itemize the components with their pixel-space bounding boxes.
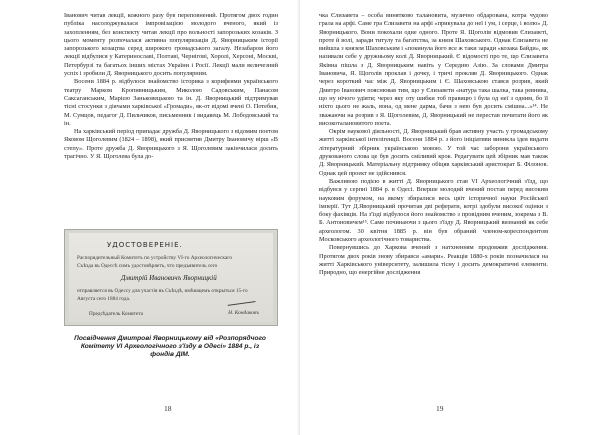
- certificate-line: отправляется въ Одессу для участія въ Съѣздѣ, имѣющемъ открыться 15-го: [77, 288, 248, 294]
- certificate-title: УДОСТОВЕРЕНІЕ.: [107, 241, 183, 249]
- certificate-signature: Н. Кондаковъ: [228, 310, 259, 316]
- paragraph: На харківський період припадає дружба Д. Яворницького з відомим поетом Яковом Щоголевим (1824 – 1898), який присвятив Дмитру Івановичу вірш «В степу». Проте дружба Д. Яворницького з Я. Щоголевим закінчилася досить трагічно. У Я. Щоголева була до-: [64, 128, 278, 161]
- paragraph: Восени 1884 р. відбулося знайомство історика з корифеями українського театру Марком Кропивницьким, Миколою Садовським, Панасом Саксаганським, Марією Заньковецькою та ін. Д. Яворницький підтримував тісні стосунки з діячами харківської «Громади», як-от відомі вчені О. Потебня, М. Сумцов, педагог Д. Пильчиков, письменник і видавець М. Лободовський та ін.: [64, 78, 278, 127]
- certificate-paper: [69, 233, 273, 322]
- certificate-line: Распорядительный Комитетъ по устройству VІ-го Археологическаго: [77, 255, 232, 261]
- certificate-footer: Предсѣдатель Комитета: [89, 311, 144, 317]
- certificate-line: Августа сего 1884 года.: [77, 296, 131, 302]
- paragraph: Окрім наукової діяльності, Д. Яворницький брав активну участь у громадському житті харківської інтелігенції. Восени 1884 р. з його ініціативи виникла ідея видати літературний збірник українською мовою. У той час заборони українського друкованого слова це був досить сміливий крок. Редагувати цей збірник мав також Д. Яворницький. Матеріальну підтримку обіцяв харківський аристократ Б. Філонов. Однак цей проект не здійснився.: [319, 128, 548, 177]
- signature-stroke: [226, 292, 255, 306]
- paragraph: чка Єлизавета – особа винятково талановита, музично обдарована, котра чудово грала на арфі. Саме гра Єлизавети на арфі «прикувала до неї і ум, і серце, і волю» Д. Яворницького. Вони покохали одне одного. Проте Я. Щоголів відмовив Єлизаветі, проте й волі, заради титулу та багатства, за князя Шаховського. Однак Єлизавета не вийшла з князем Шаховським і «покинула його все ж таки заради «козака Байди», як називали себе у дружньому колі Д. Яворницький. Є відомості про те, що Єлизавета Яківна пішла з Д. Яворницьким навіть у Середню Азію. За словами Дмитра Івановича, Я. Щоголів проклав і дочку, і тричі прокляв Д. Яворницького. Однак через короткий час між Д. Яворницьким і Є. Шаховською стався розрив, який Дмитро Іванович пояснював тим, що у Єлизавети «натура така шалка, така ревнива, що ну нічого удіяти; через яку оту шибки тоб правицю і була од неї з одним, бо її ніхто цього не жаль, вона, од мене дарма, бачи з нею був досить смішна...»¹⁴. Не зважаючи на розрив з Я. Щоголевим, Д. Яворницький не перестав почитати його як високоталановитого поета.: [319, 12, 548, 127]
- certificate-handwritten-name: Дмитрій Ивановичъ Яворницкій: [121, 274, 217, 282]
- paragraph: Іванович читав лекції, кожного разу був переповнений. Протягом двох годин публіка насолоджувалася імпровізацією молодого вченого, який із захопленням, без конспекту читав лекції про вольності запорозьких козаків. З цього моменту розпочалася активна популяризація Д. Яворницьким історії запорозького козацтва серед широкого громадського загалу. Незабаром його лекції відбулися у Катеринославі, Полтаві, Чернігові, Хоролі, Херсоні, Москві, Петербурзі та багатьох інших містах України і Росії. Лекції мали величезний успіх і зробили Д. Яворницького досить популярним.: [64, 12, 278, 78]
- paragraph: Повернувшись до Харкова вчений з натхненням продовжив дослідження. Протягом двох років знову збирався «амари». Реакція 1880-х років позначилася на житті Харківського університету, залишила тісну і досить демократичні елементи. Природно, що енергійне дослідження: [319, 244, 548, 277]
- photo-caption: Посвідчення Дмитрові Яворницькому від «Розпорядчого Комітету VI Археологічного з'їзду в Одесі» 1884 р., із фондів ДІМ.: [74, 335, 266, 358]
- page-number: 19: [436, 404, 444, 413]
- page-number: 18: [164, 404, 172, 413]
- certificate-line: Съѣзда въ Одессѣ симъ удостовѣряетъ, что предъявитель сего: [77, 263, 218, 269]
- paragraph: Важливою подією в житті Д. Яворницького став VI Археологічний з'їзд, що відбувся у серпні 1884 р. в Одесі. Вперше молодий вчений постав перед високим науковим форумом, на якому збиралися весь цвіт історичної науки Російської імперії. Тут Д.Яворницький прочитав дві реферати, котрі здобули високої оцінки з боку фахівців. На з'їзді відбулося його знайомство з провідним вченим, зокрема з В. Б. Антоновичем¹⁵. Саме починаючи з цього з'їзду Д. Яворницький визнаний як себе археологом. 30 квітня 1885 р. він був обраний членом-кореспондентом Московського археологічного товариства.: [319, 177, 548, 244]
- left-page-text: [64, 12, 278, 161]
- right-page-text: [319, 12, 548, 278]
- certificate-photo: [64, 229, 278, 326]
